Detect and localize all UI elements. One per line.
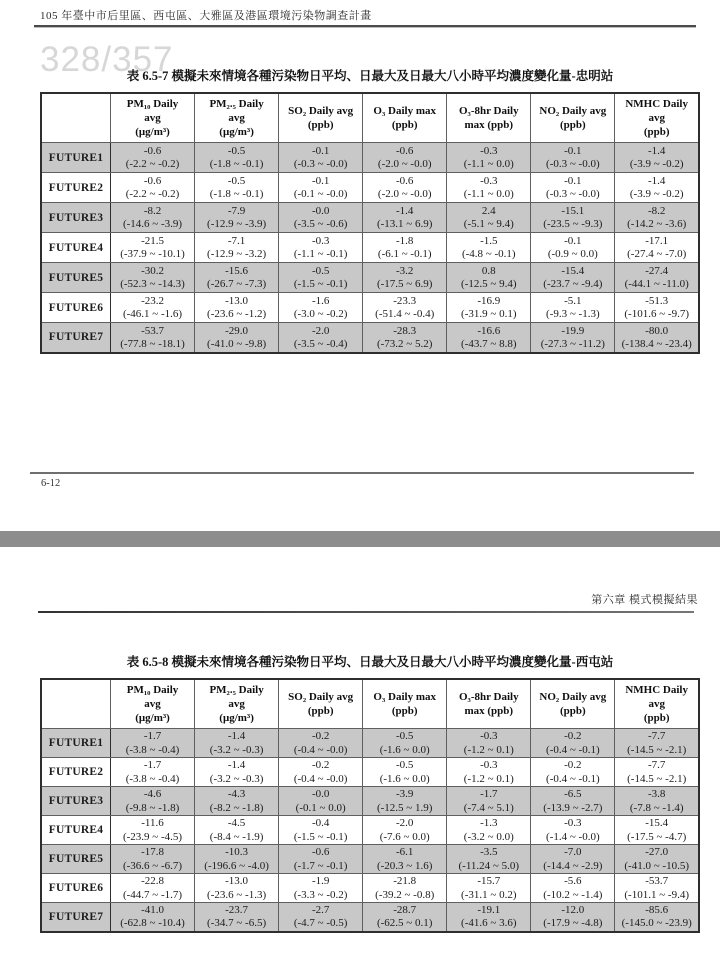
value-cell: -28.7 (-62.5 ~ 0.1) — [363, 903, 447, 932]
table-row-future2 — [41, 173, 699, 203]
value-cell: -0.3 (-1.1 ~ 0.0) — [447, 143, 531, 173]
table-row-future7 — [41, 903, 699, 932]
table-row-future1 — [41, 143, 699, 173]
value-cell: -15.4 (-23.7 ~ -9.4) — [531, 263, 615, 293]
row-label: FUTURE3 — [41, 203, 111, 233]
value-cell: -16.9 (-31.9 ~ 0.1) — [447, 293, 531, 323]
value-cell: -23.3 (-51.4 ~ -0.4) — [363, 293, 447, 323]
value-cell: -2.7 (-4.7 ~ -0.5) — [279, 903, 363, 932]
column-header-4: O₃ Daily max (ppb) — [363, 679, 447, 729]
corner-cell — [41, 93, 111, 143]
value-cell: -10.3 (-196.6 ~ -4.0) — [195, 845, 279, 874]
value-cell: -0.6 (-2.2 ~ -0.2) — [111, 173, 195, 203]
table-row-future6 — [41, 874, 699, 903]
header-rule — [34, 25, 696, 28]
value-cell: -13.0 (-23.6 ~ -1.3) — [195, 874, 279, 903]
value-cell: -15.6 (-26.7 ~ -7.3) — [195, 263, 279, 293]
page-number: 6-12 — [41, 478, 61, 489]
value-cell: -0.5 (-1.8 ~ -0.1) — [195, 173, 279, 203]
value-cell: -0.3 (-1.1 ~ 0.0) — [447, 173, 531, 203]
value-cell: -1.4 (-3.2 ~ -0.3) — [195, 729, 279, 758]
value-cell: -5.6 (-10.2 ~ -1.4) — [531, 874, 615, 903]
value-cell: -7.1 (-12.9 ~ -3.2) — [195, 233, 279, 263]
value-cell: -8.2 (-14.2 ~ -3.6) — [615, 203, 699, 233]
column-header-3: SO₂ Daily avg (ppb) — [279, 679, 363, 729]
value-cell: -3.8 (-7.8 ~ -1.4) — [615, 787, 699, 816]
row-label: FUTURE2 — [41, 758, 111, 787]
column-header-5: O₃-8hr Daily max (ppb) — [447, 679, 531, 729]
value-cell: -15.7 (-31.1 ~ 0.2) — [447, 874, 531, 903]
value-cell: -0.2 (-0.4 ~ -0.0) — [279, 729, 363, 758]
value-cell: -0.5 (-1.5 ~ -0.1) — [279, 263, 363, 293]
row-label: FUTURE7 — [41, 323, 111, 353]
value-cell: -3.2 (-17.5 ~ 6.9) — [363, 263, 447, 293]
value-cell: -53.7 (-77.8 ~ -18.1) — [111, 323, 195, 353]
value-cell: -3.5 (-11.24 ~ 5.0) — [447, 845, 531, 874]
column-header-2: PM₂.₅ Daily avg (μg/m³) — [195, 679, 279, 729]
value-cell: -15.4 (-17.5 ~ -4.7) — [615, 816, 699, 845]
pollutant-table-1 — [40, 92, 700, 354]
column-header-7: NMHC Daily avg (ppb) — [615, 93, 699, 143]
value-cell: -0.3 (-1.1 ~ -0.1) — [279, 233, 363, 263]
value-cell: -29.0 (-41.0 ~ -9.8) — [195, 323, 279, 353]
table-2-title: 表 6.5-8 模擬未來情境各種污染物日平均、日最大及日最大八小時平均濃度變化量-西屯站 — [126, 655, 614, 669]
value-cell: -27.0 (-41.0 ~ -10.5) — [615, 845, 699, 874]
value-cell: -0.6 (-2.0 ~ -0.0) — [363, 143, 447, 173]
table-row-future7 — [41, 323, 699, 353]
value-cell: -0.1 (-0.1 ~ -0.0) — [279, 173, 363, 203]
value-cell: -30.2 (-52.3 ~ -14.3) — [111, 263, 195, 293]
value-cell: -1.7 (-3.8 ~ -0.4) — [111, 758, 195, 787]
chapter-header: 第六章 模式模擬結果 — [591, 594, 698, 606]
table-row-future2 — [41, 758, 699, 787]
value-cell: -21.5 (-37.9 ~ -10.1) — [111, 233, 195, 263]
table-row-future1 — [41, 729, 699, 758]
value-cell: -1.4 (-3.2 ~ -0.3) — [195, 758, 279, 787]
column-header-1: PM₁₀ Daily avg (μg/m³) — [111, 679, 195, 729]
value-cell: -1.6 (-3.0 ~ -0.2) — [279, 293, 363, 323]
value-cell: -0.5 (-1.8 ~ -0.1) — [195, 143, 279, 173]
table-row-future5 — [41, 263, 699, 293]
value-cell: -19.9 (-27.3 ~ -11.2) — [531, 323, 615, 353]
value-cell: -13.0 (-23.6 ~ -1.2) — [195, 293, 279, 323]
value-cell: -19.1 (-41.6 ~ 3.6) — [447, 903, 531, 932]
column-header-6: NO₂ Daily avg (ppb) — [531, 679, 615, 729]
value-cell: -8.2 (-14.6 ~ -3.9) — [111, 203, 195, 233]
value-cell: -2.0 (-7.6 ~ 0.0) — [363, 816, 447, 845]
value-cell: -28.3 (-73.2 ~ 5.2) — [363, 323, 447, 353]
value-cell: -51.3 (-101.6 ~ -9.7) — [615, 293, 699, 323]
value-cell: -7.7 (-14.5 ~ -2.1) — [615, 758, 699, 787]
column-header-7: NMHC Daily avg (ppb) — [615, 679, 699, 729]
value-cell: -7.0 (-14.4 ~ -2.9) — [531, 845, 615, 874]
value-cell: -1.5 (-4.8 ~ -0.1) — [447, 233, 531, 263]
row-label: FUTURE6 — [41, 293, 111, 323]
value-cell: -1.4 (-3.9 ~ -0.2) — [615, 143, 699, 173]
value-cell: -15.1 (-23.5 ~ -9.3) — [531, 203, 615, 233]
column-header-3: SO₂ Daily avg (ppb) — [279, 93, 363, 143]
row-label: FUTURE1 — [41, 729, 111, 758]
page-footer-rule — [30, 472, 694, 474]
value-cell: -0.3 (-1.2 ~ 0.1) — [447, 758, 531, 787]
value-cell: 0.8 (-12.5 ~ 9.4) — [447, 263, 531, 293]
value-cell: -80.0 (-138.4 ~ -23.4) — [615, 323, 699, 353]
value-cell: -85.6 (-145.0 ~ -23.9) — [615, 903, 699, 932]
report-title-header: 105 年臺中市后里區、西屯區、大雅區及港區環境污染物調查計畫 — [40, 10, 372, 22]
row-label: FUTURE2 — [41, 173, 111, 203]
value-cell: -0.3 (-1.4 ~ -0.0) — [531, 816, 615, 845]
value-cell: -17.8 (-36.6 ~ -6.7) — [111, 845, 195, 874]
value-cell: -0.2 (-0.4 ~ -0.0) — [279, 758, 363, 787]
pollutant-table-2 — [40, 678, 700, 933]
value-cell: -0.0 (-0.1 ~ 0.0) — [279, 787, 363, 816]
value-cell: -0.4 (-1.5 ~ -0.1) — [279, 816, 363, 845]
value-cell: -3.9 (-12.5 ~ 1.9) — [363, 787, 447, 816]
row-label: FUTURE4 — [41, 233, 111, 263]
value-cell: -1.7 (-3.8 ~ -0.4) — [111, 729, 195, 758]
viewer-page-indicator-overlay: 328/357 — [40, 40, 174, 79]
row-label: FUTURE1 — [41, 143, 111, 173]
value-cell: -0.5 (-1.6 ~ 0.0) — [363, 758, 447, 787]
value-cell: -0.1 (-0.9 ~ 0.0) — [531, 233, 615, 263]
column-header-5: O₃-8hr Daily max (ppb) — [447, 93, 531, 143]
table-row-future3 — [41, 203, 699, 233]
value-cell: -1.3 (-3.2 ~ 0.0) — [447, 816, 531, 845]
value-cell: -17.1 (-27.4 ~ -7.0) — [615, 233, 699, 263]
column-header-4: O₃ Daily max (ppb) — [363, 93, 447, 143]
value-cell: -6.1 (-20.3 ~ 1.6) — [363, 845, 447, 874]
value-cell: -0.0 (-3.5 ~ -0.6) — [279, 203, 363, 233]
value-cell: -0.5 (-1.6 ~ 0.0) — [363, 729, 447, 758]
value-cell: 2.4 (-5.1 ~ 9.4) — [447, 203, 531, 233]
page-divider — [0, 531, 720, 547]
value-cell: -22.8 (-44.7 ~ -1.7) — [111, 874, 195, 903]
value-cell: -0.2 (-0.4 ~ -0.1) — [531, 729, 615, 758]
value-cell: -0.1 (-0.3 ~ -0.0) — [531, 173, 615, 203]
row-label: FUTURE5 — [41, 845, 111, 874]
row-label: FUTURE4 — [41, 816, 111, 845]
value-cell: -21.8 (-39.2 ~ -0.8) — [363, 874, 447, 903]
value-cell: -27.4 (-44.1 ~ -11.0) — [615, 263, 699, 293]
value-cell: -1.8 (-6.1 ~ -0.1) — [363, 233, 447, 263]
table-row-future3 — [41, 787, 699, 816]
value-cell: -4.6 (-9.8 ~ -1.8) — [111, 787, 195, 816]
value-cell: -23.2 (-46.1 ~ -1.6) — [111, 293, 195, 323]
table-2-header-row — [41, 679, 699, 729]
value-cell: -1.9 (-3.3 ~ -0.2) — [279, 874, 363, 903]
table-1-header-row — [41, 93, 699, 143]
column-header-6: NO₂ Daily avg (ppb) — [531, 93, 615, 143]
value-cell: -12.0 (-17.9 ~ -4.8) — [531, 903, 615, 932]
value-cell: -0.1 (-0.3 ~ -0.0) — [279, 143, 363, 173]
value-cell: -53.7 (-101.1 ~ -9.4) — [615, 874, 699, 903]
row-label: FUTURE5 — [41, 263, 111, 293]
corner-cell — [41, 679, 111, 729]
value-cell: -7.9 (-12.9 ~ -3.9) — [195, 203, 279, 233]
table-row-future5 — [41, 845, 699, 874]
column-header-1: PM₁₀ Daily avg (μg/m³) — [111, 93, 195, 143]
value-cell: -1.4 (-13.1 ~ 6.9) — [363, 203, 447, 233]
value-cell: -4.3 (-8.2 ~ -1.8) — [195, 787, 279, 816]
row-label: FUTURE3 — [41, 787, 111, 816]
value-cell: -0.2 (-0.4 ~ -0.1) — [531, 758, 615, 787]
value-cell: -4.5 (-8.4 ~ -1.9) — [195, 816, 279, 845]
value-cell: -23.7 (-34.7 ~ -6.5) — [195, 903, 279, 932]
value-cell: -16.6 (-43.7 ~ 8.8) — [447, 323, 531, 353]
value-cell: -6.5 (-13.9 ~ -2.7) — [531, 787, 615, 816]
value-cell: -1.7 (-7.4 ~ 5.1) — [447, 787, 531, 816]
table-row-future6 — [41, 293, 699, 323]
chapter-header-rule — [38, 611, 694, 613]
value-cell: -41.0 (-62.8 ~ -10.4) — [111, 903, 195, 932]
table-row-future4 — [41, 816, 699, 845]
value-cell: -2.0 (-3.5 ~ -0.4) — [279, 323, 363, 353]
row-label: FUTURE7 — [41, 903, 111, 932]
value-cell: -0.6 (-1.7 ~ -0.1) — [279, 845, 363, 874]
value-cell: -0.6 (-2.0 ~ -0.0) — [363, 173, 447, 203]
value-cell: -0.6 (-2.2 ~ -0.2) — [111, 143, 195, 173]
value-cell: -5.1 (-9.3 ~ -1.3) — [531, 293, 615, 323]
value-cell: -0.1 (-0.3 ~ -0.0) — [531, 143, 615, 173]
row-label: FUTURE6 — [41, 874, 111, 903]
value-cell: -11.6 (-23.9 ~ -4.5) — [111, 816, 195, 845]
table-row-future4 — [41, 233, 699, 263]
value-cell: -7.7 (-14.5 ~ -2.1) — [615, 729, 699, 758]
value-cell: -1.4 (-3.9 ~ -0.2) — [615, 173, 699, 203]
value-cell: -0.3 (-1.2 ~ 0.1) — [447, 729, 531, 758]
table-1-title: 表 6.5-7 模擬未來情境各種污染物日平均、日最大及日最大八小時平均濃度變化量-忠明站 — [126, 69, 614, 83]
column-header-2: PM₂.₅ Daily avg (μg/m³) — [195, 93, 279, 143]
